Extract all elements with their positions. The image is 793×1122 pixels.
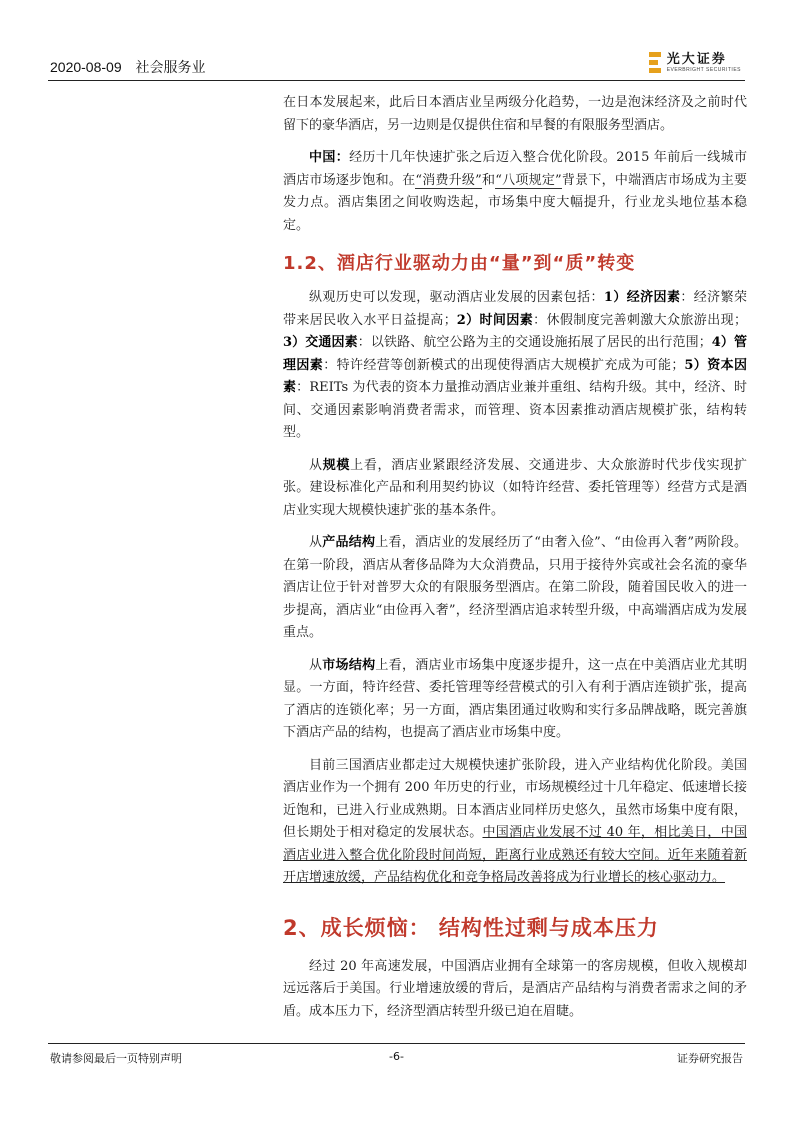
section-1-2-heading: 1.2、酒店行业驱动力由“量”到“质”转变 [283,253,636,274]
footer-disclaimer: 敬请参阅最后一页特别声明 [50,1052,182,1065]
paragraph-china: 中国：经历十几年快速扩张之后迈入整合优化阶段。2015 年前后一线城市酒店市场逐步饱和。在“消费升级”和“八项规定”背景下，中端酒店市场成为主要发力点。酒店集团之间收购迭起，市场集中度大幅提升，行业龙头地位基本稳定。 [283,150,747,233]
footer-doc-type: 证券研究报告 [677,1052,743,1065]
logo-mark-icon [649,52,661,74]
paragraph-three-countries: 目前三国酒店业都走过大规模快速扩张阶段，进入产业结构优化阶段。美国酒店业作为一个拥有 200 年历史的行业，市场规模经过十几年稳定、低速增长接近饱和，已进入行业成熟期。日本酒店业同样历史悠久，虽然市场集中度有限，但长期处于相对稳定的发展状态。中国酒店业发展不过 40 年，相比美日，中国酒店业进入整合优化阶段时间尚短，距离行业成熟还有较大空间。近年来随着新开店增速放缓，产品结构优化和竞争格局改善将成为行业增长的核心驱动力。 [283,757,747,885]
quote-eight-rules: “八项规定” [495,172,562,188]
china-label: 中国： [309,150,350,165]
chapter-2-heading: 2、成长烦恼： 结构性过剩与成本压力 [283,915,659,940]
header-meta [50,57,216,77]
logo-text-en: EVERBRIGHT SECURITIES [666,66,741,73]
company-logo [649,50,741,76]
paragraph-product-structure: 从产品结构上看，酒店业的发展经历了“由奢入俭”、“由俭再入奢”两阶段。在第一阶段，酒店从奢侈品降为大众消费品，只用于接待外宾或社会名流的豪华酒店让位于针对普罗大众的有限服务型酒店。在第二阶段，随着国民收入的进一步提高，酒店业“由俭再入奢”，经济型酒店追求转型升级，中高端酒店成为发展重点。 [283,535,747,640]
report-body [283,92,747,1033]
industry-label: 社会服务业 [135,59,206,75]
paragraph-japan-cont: 在日本发展起来，此后日本酒店业呈两级分化趋势，一边是泡沫经济及之前时代留下的豪华酒店，另一边则是仅提供住宿和早餐的有限服务型酒店。 [283,95,747,133]
page-footer [48,1043,745,1074]
page-number: -6- [389,1050,404,1063]
logo-text-cn: 光大证券 [666,51,727,67]
report-date: 2020-08-09 [50,59,122,75]
quote-consumption-upgrade: “消费升级” [415,172,482,188]
paragraph-market-structure: 从市场结构上看，酒店业市场集中度逐步提升，这一点在中美酒店业尤其明显。一方面，特许经营、委托管理等经营模式的引入有利于酒店连锁扩张，提高了酒店的连锁化率；另一方面，酒店集团通过收购和实行多品牌战略，既完善旗下酒店产品的结构，也提高了酒店业市场集中度。 [283,657,747,740]
paragraph-scale: 从规模上看，酒店业紧跟经济发展、交通进步、大众旅游时代步伐实现扩张。建设标准化产品和利用契约协议（如特许经营、委托管理等）经营方式是酒店业实现大规模快速扩张的基本条件。 [283,457,747,518]
paragraph-chapter-2-intro: 经过 20 年高速发展，中国酒店业拥有全球第一的客房规模，但收入规模却远远落后于美国。行业增速放缓的背后，是酒店产品结构与消费者需求之间的矛盾。成本压力下，经济型酒店转型升级已迫在眉睫。 [283,958,747,1019]
highlighted-conclusion: 中国酒店业发展不过 40 年，相比美日，中国酒店业进入整合优化阶段时间尚短，距离行业成熟还有较大空间。近年来随着新开店增速放缓，产品结构优化和竞争格局改善将成为行业增长的核心驱动力。 [283,825,747,885]
page-header [48,50,745,81]
paragraph-drivers: 纵观历史可以发现，驱动酒店业发展的因素包括：1）经济因素：经济繁荣带来居民收入水平日益提高；2）时间因素：休假制度完善刺激大众旅游出现；3）交通因素：以铁路、航空公路为主的交通设施拓展了居民的出行范围；4）管理因素：特许经营等创新模式的出现使得酒店大规模扩充成为可能；5）资本因素：REITs 为代表的资本力量推动酒店业兼并重组、结构升级。其中，经济、时间、交通因素影响消费者需求，而管理、资本因素推动酒店规模扩张，结构转型。 [283,290,747,440]
